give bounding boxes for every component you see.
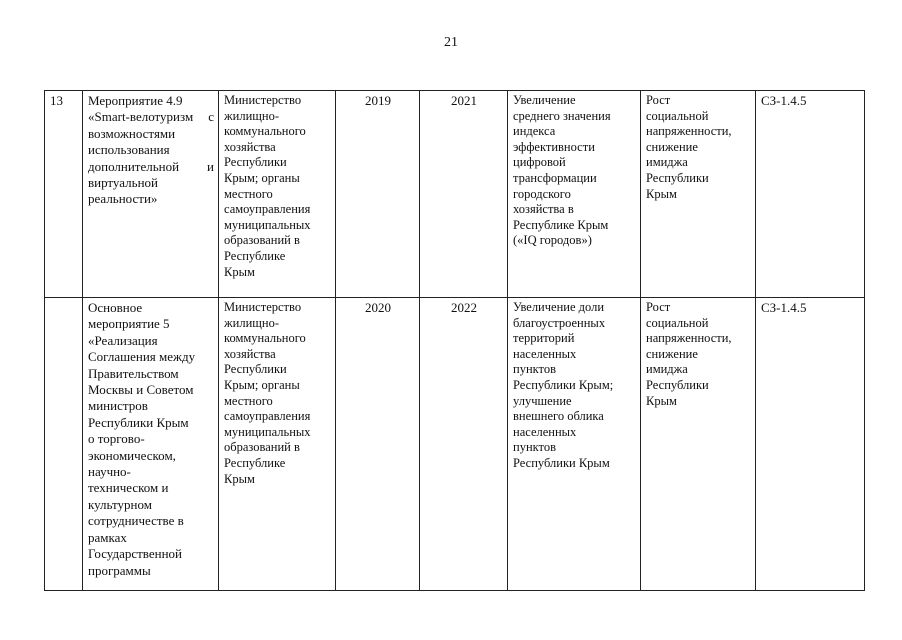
indicator-code-cell: СЗ-1.4.5 [756,298,865,591]
executor-cell: Министерство жилищно- коммунального хозяйства Республики Крым; органы местного самоуправления муниципальных образований в Республике Крым [219,91,336,298]
end-year-cell: 2021 [420,91,508,298]
indicator-code-cell: СЗ-1.4.5 [756,91,865,298]
table-row [45,91,865,298]
event-name-cell: Мероприятие 4.9 «Smart-велотуризм с возможностями использования дополнительной и виртуальной реальности» [83,91,219,298]
measures-table [44,90,865,591]
row-number-cell: 13 [45,91,83,298]
table-row [45,298,865,591]
consequence-cell: Рост социальной напряженности, снижение имиджа Республики Крым [641,91,756,298]
end-year-cell: 2022 [420,298,508,591]
row-number-cell [45,298,83,591]
start-year-cell: 2019 [336,91,420,298]
page-number: 21 [444,35,458,50]
executor-cell: Министерство жилищно- коммунального хозяйства Республики Крым; органы местного самоуправления муниципальных образований в Республике Крым [219,298,336,591]
start-year-cell: 2020 [336,298,420,591]
expected-result-cell: Увеличение доли благоустроенных территорий населенных пунктов Республики Крым; улучшение внешнего облика населенных пунктов Республики Крым [508,298,641,591]
event-name-cell: Основное мероприятие 5 «Реализация Соглашения между Правительством Москвы и Советом министров Республики Крым о торгово- экономическом, научно- техническом и культурном сотрудничестве в рамках Государственной программы [83,298,219,591]
expected-result-cell: Увеличение среднего значения индекса эффективности цифровой трансформации городского хозяйства в Республике Крым («IQ городов») [508,91,641,298]
consequence-cell: Рост социальной напряженности, снижение имиджа Республики Крым [641,298,756,591]
